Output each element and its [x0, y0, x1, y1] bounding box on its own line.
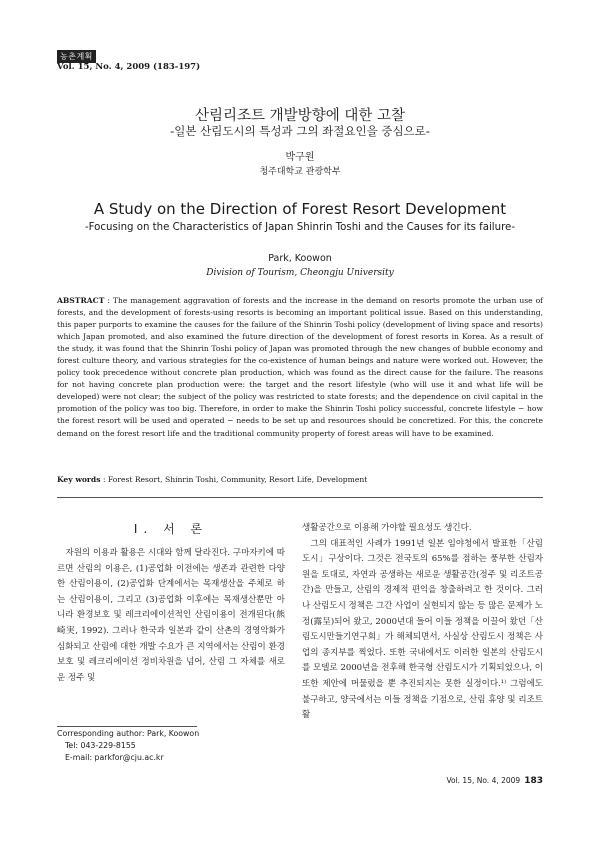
korean-subtitle: -일본 산림도시의 특성과 그의 좌절요인을 중심으로- — [170, 124, 430, 138]
body-right-column — [302, 521, 543, 724]
korean-affiliation: 청주대학교 관광학부 — [259, 167, 341, 177]
section-divider — [57, 497, 543, 498]
english-title: A Study on the Direction of Forest Resort Development — [93, 200, 507, 218]
body-paragraph: 자원의 이용과 활용은 시대와 함께 달라진다. 구마자키에 따르면 산림의 이용은, (1)공업화 이전에는 생존과 관련한 다양한 산림이용이, (2)공업화 단계에서는 목재생산을 주체로 하는 산림이용이, 그리고 (3)공업화 이후에는 목재생산뿐만 아니라 환경보호 및 레크리에이션적인 산림이용이 전개된다(熊崎実, 1992). 그러나 한국과 일본과 같이 산촌의 경영악화가 심화되고 산림에 대한 개발 수요가 큰 지역에서는 산림이 환경보호 및 레크리에이션 정비차원을 넘어, 산림 그 자체를 새로운 정주 및 — [57, 548, 285, 683]
korean-title: 산림리조트 개발방향에 대한 고찰 — [195, 108, 405, 124]
keywords-label: Key words — [57, 475, 101, 484]
footnote-rule — [57, 726, 197, 727]
english-affiliation: Division of Tourism, Cheongju University — [206, 268, 394, 278]
footnote — [57, 728, 199, 764]
section-heading: Ⅰ. 서 론 — [133, 522, 209, 536]
english-author: Park, Koowon — [268, 253, 332, 264]
footer-issue: Vol. 15, No. 4, 2009 — [446, 776, 521, 785]
english-subtitle: -Focusing on the Characteristics of Japan Shinrin Toshi and the Causes for its failure- — [84, 222, 515, 233]
korean-author: 박구원 — [285, 152, 315, 163]
body-left-column — [57, 546, 285, 686]
journal-badge: 농촌계획 — [57, 50, 96, 63]
corresponding-author: Corresponding author: Park, Koowon — [57, 729, 200, 738]
abstract-text: : The management aggravation of forests and the increase in the demand on resorts promote the urban use of forests, and the development of forests-using resorts is becoming an important political issue. Based on this understanding, this paper purports to examine the causes for the failure of the Shinrin Toshi policy (development of living space and resorts) which Japan promoted, and also examined the future direction of the development of forest resorts in Korea. As a result of the study, it was found that the Shinrin Toshi policy of Japan was promoted through the new changes of bubble economy and forest culture theory, and various strategies for the co-existence of human beings and nature were worked out. However, the policy took precedence without concrete plan production, which was found as the direct cause for the failure. The reasons for not having concrete plan production were: the target and the resort lifestyle (who will use it and what life will be developed) were not clear; the subject of the policy was restricted to state forests; and the dependence on civil capital in the promotion of the policy was too big. Therefore, in order to make the Shinrin Toshi policy successful, concrete lifestyle − how the forest resort will be used and operated − needs to be set up and resources should be concretized. For this, the concrete demand on the forest resort life and the traditional community property of forest areas will have to be examined. — [57, 296, 543, 438]
author-phone: Tel: 043-229-8155 — [65, 741, 136, 750]
page-number: 183 — [524, 776, 543, 786]
volume-info: Vol. 15, No. 4, 2009 (183-197) — [57, 62, 201, 72]
abstract — [57, 295, 543, 440]
author-email: E-mail: parkfor@cju.ac.kr — [65, 753, 164, 762]
keywords-text: : Forest Resort, Shinrin Toshi, Community, Resort Life, Development — [102, 475, 368, 484]
keywords — [57, 475, 543, 484]
body-paragraph: 생활공간으로 이용해 가야할 필요성도 생긴다. — [302, 523, 472, 533]
page-footer — [420, 776, 543, 786]
abstract-label: ABSTRACT — [57, 296, 105, 305]
body-paragraph: 그의 대표적인 사례가 1991년 일본 임야청에서 발표한「산림도시」구상이다. 그것은 전국토의 65%를 점하는 풍부한 산림자원을 토대로, 자연과 공생하는 새로운 생활공간(정주 및 리조트공간)을 만들고, 산림의 경제적 편익을 창출하려고 한 것이다. 그러나 산림도시 정책은 그간 사업이 실현되지 않는 등 많은 문제가 노정(露呈)되어 왔고, 2000년대 들어 이들 정책을 이끌어 왔던「산림도시만들기연구회」가 해체되면서, 사실상 산림도시 정책은 사업의 종지부를 찍었다. 또한 국내에서도 이러한 일본의 산림도시를 모델로 2000년을 전후해 한국형 산림도시가 기획되었으나, 이 또한 제안에 머물렀을 뿐 추진되지는 못한 실정이다.¹⁾ 그럼에도 불구하고, 양국에서는 이들 정책을 기점으로, 산림 휴양 및 리조트활 — [302, 538, 543, 721]
